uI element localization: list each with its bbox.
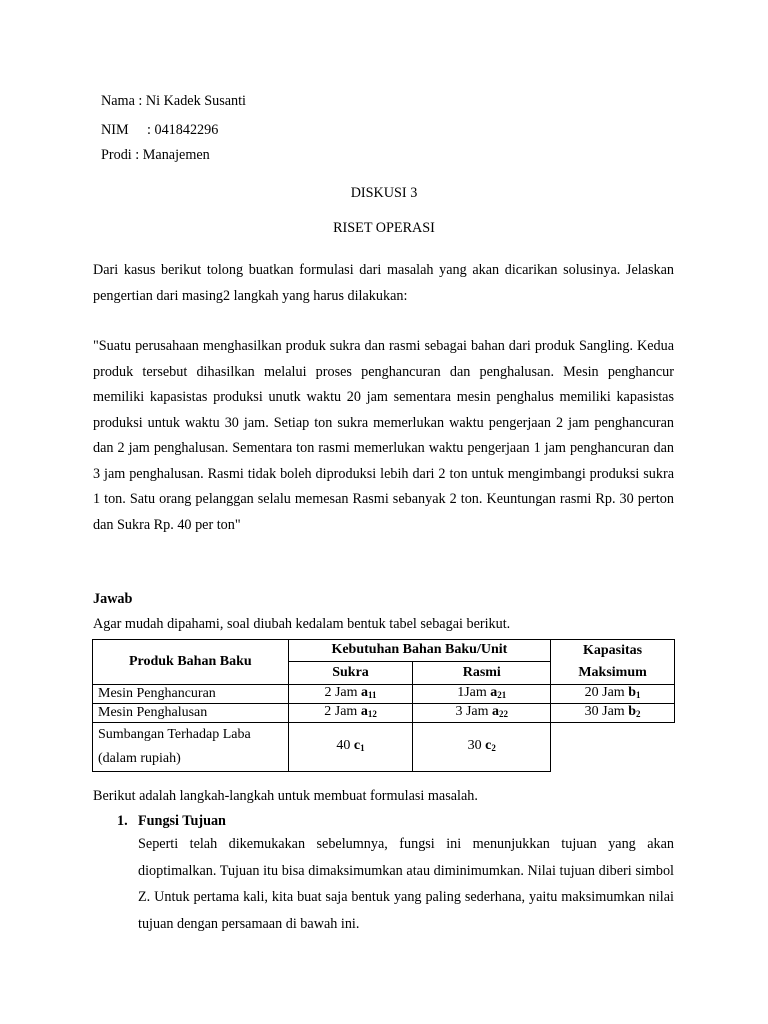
header-capacity-line2: Maksimum <box>578 665 647 680</box>
profit-rasmi: 30 $c_2$ <box>413 723 551 772</box>
table-intro: Agar mudah dipahami, soal diubah kedalam bentuk tabel sebagai berikut. <box>93 616 511 632</box>
intro-paragraph: Dari kasus berikut tolong buatkan formulasi dari masalah yang akan dicarikan solusinya. Jelaskan pengertian dari masing2 langkah yang harus dilakukan: <box>93 262 674 304</box>
header-capacity-line1: Kapasitas <box>583 643 643 658</box>
header-sukra: Sukra <box>288 661 413 684</box>
table-row <box>93 704 675 723</box>
nim-label: NIM <box>101 122 129 138</box>
row-capacity: 30 Jam $b_2$ <box>551 704 675 723</box>
requirements-table <box>92 639 675 772</box>
step1-paragraph: Seperti telah dikemukakan sebelumnya, fungsi ini menunjukkan tujuan yang akan dioptimalkan. Tujuan itu bisa dimaksimumkan atau diminimumkan. Nilai tujuan diberi simbol Z. Untuk pertama kali, kita buat saja bentuk yang paling sederhana, yaitu maksimumkan nilai tujuan dengan persamaan di bawah ini. <box>138 836 674 932</box>
step1-number: 1. <box>117 813 128 829</box>
row-label: Mesin Penghalusan <box>93 704 289 723</box>
row-sukra: 2 Jam $a_{12}$ <box>288 704 413 723</box>
profit-sukra: 40 $c_1$ <box>288 723 413 772</box>
header-capacity <box>551 640 675 685</box>
nim-value: : 041842296 <box>147 122 219 138</box>
student-name: Nama : Ni Kadek Susanti <box>101 93 246 109</box>
profit-label: Sumbangan Terhadap Laba (dalam rupiah) <box>93 723 289 772</box>
step1-title: Fungsi Tujuan <box>138 813 226 829</box>
row-sukra: 2 Jam $a_{11}$ <box>288 685 413 704</box>
empty-cell <box>551 723 675 772</box>
table-row <box>93 685 675 704</box>
row-capacity: 20 Jam $b_1$ <box>551 685 675 704</box>
case-paragraph: "Suatu perusahaan menghasilkan produk sukra dan rasmi sebagai bahan dari produk Sangling. Kedua produk tersebut dihasilkan melalui proses penghancuran dan penghalusan. Mesin penghancur memiliki kapasistas produksi unutk waktu 20 jam sementara mesin penghalus memiliki kapasistas produksi untuk waktu 30 jam. Setiap ton sukra memerlukan waktu pengerjaan 2 jam penghancuran dan 2 jam penghalusan. Sementara ton rasmi memerlukan waktu pengerjaan 1 jam penghancuran dan 3 jam penghalusan. Rasmi tidak boleh diproduksi lebih dari 2 ton untuk mengimbangi produksi sukra 1 ton. Satu orang pelanggan selalu memesan Rasmi sebanyak 2 ton. Keuntungan rasmi Rp. 30 perton dan Sukra Rp. 40 per ton" <box>93 338 674 533</box>
header-needs: Kebutuhan Bahan Baku/Unit <box>288 640 550 662</box>
student-nim <box>101 121 219 139</box>
row-label: Mesin Penghancuran <box>93 685 289 704</box>
row-rasmi: 3 Jam $a_{22}$ <box>413 704 551 723</box>
row-rasmi: 1Jam $a_{21}$ <box>413 685 551 704</box>
student-prodi: Prodi : Manajemen <box>101 147 210 163</box>
table-row <box>93 723 675 772</box>
page-subtitle: RISET OPERASI <box>333 220 435 236</box>
header-rasmi: Rasmi <box>413 661 551 684</box>
page-title: DISKUSI 3 <box>350 185 418 201</box>
header-product: Produk Bahan Baku <box>93 640 289 685</box>
steps-intro: Berikut adalah langkah-langkah untuk membuat formulasi masalah. <box>93 788 478 804</box>
jawab-heading: Jawab <box>93 591 133 607</box>
